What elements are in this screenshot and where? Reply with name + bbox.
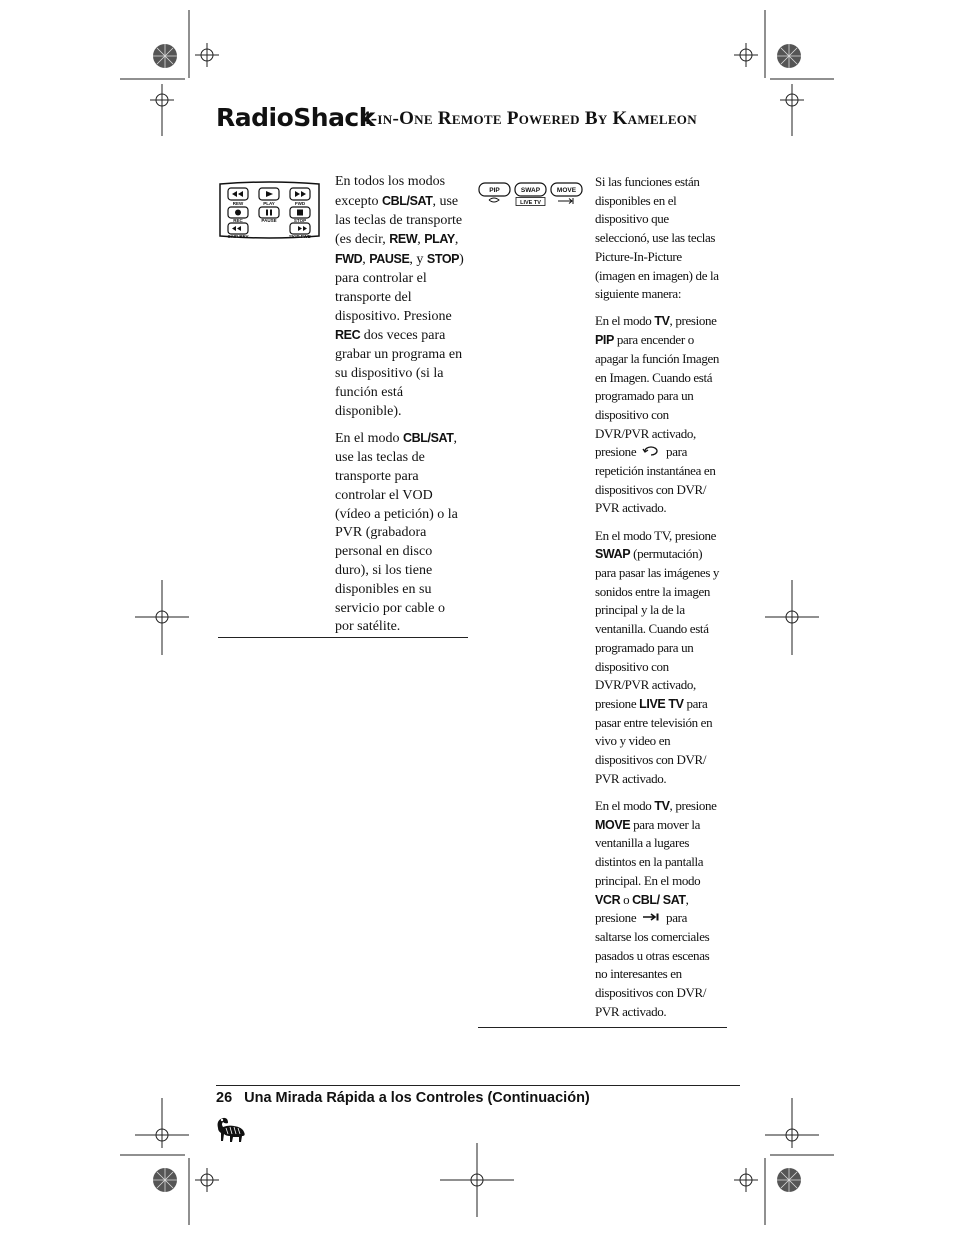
pip-key-label: PIP [489,187,500,194]
right-section-divider [478,1027,727,1028]
footer-section-title: Una Mirada Rápida a los Controles (Continuación) [244,1090,590,1106]
left-section-divider [218,637,468,638]
pip-paragraph: En el modo TV, presione PIP para encender o apagar la función Imagen en Imagen. Cuando está programado para un dispositivo con DVR/PVR activado, presione para repetición instantánea en dispositivos con DVR/ PVR activado. [595,313,720,516]
skip-rev-key-label: SKIP REV [227,234,249,239]
swap-key-label: SWAP [520,187,541,194]
pip-keys-illustration [478,182,583,206]
brand-logo: RadioShack [216,103,375,132]
live-tv-key-label: LIVE TV [520,200,541,206]
chameleon-logo-icon [214,1114,248,1144]
transport-keys-illustration [218,180,321,240]
skip-fwd-key-label: SKIP FWD [289,234,311,239]
swap-paragraph: En el modo TV, presione SWAP (permutación) para pasar las imágenes y sonidos entre la imagen principal y la de la ventanilla. Cuando está programado para un dispositivo con DVR/PVR activado, presione LIVE TV para pasar entre televisión en vivo y video en dispositivos con DVR/ PVR activado. [595,527,720,786]
footer-rule [216,1085,740,1086]
play-key-label: PLAY [263,201,275,206]
fwd-key-label: FWD [294,201,306,206]
footer [216,1090,590,1106]
page-title: 4-in-One Remote Powered By Kameleon [361,108,697,129]
rew-key-label: REW [232,201,244,206]
left-column-text [335,173,467,645]
pip-intro-paragraph: Si las funciones están disponibles en el dispositivo que seleccionó, use las teclas Picture-In-Picture (imagen en imagen) de la siguiente manera: [595,174,719,302]
move-key-label: MOVE [556,187,577,194]
skip-forward-icon [641,912,661,922]
move-paragraph: En el modo TV, presione MOVE para mover la ventanilla a lugares distintos en la pantalla principal. En el modo VCR o CBL/ SAT, presione para saltarse los comerciales pasados u otras escenas no interesantes en dispositivos con DVR/ PVR activado. [595,798,717,1019]
page-number: 26 [216,1090,233,1106]
right-column-text [595,173,723,1030]
replay-icon [641,445,661,457]
rec-key-label: REC [233,218,243,223]
transport-paragraph: En todos los modos excepto CBL/SAT, use las teclas de transporte (es decir, REW, PLAY, FWD, PAUSE, y STOP) para controlar el transporte del dispositivo. Presione REC dos veces para grabar un programa en su dispositivo (si la función está disponible). [335,174,464,419]
pause-key-label: PAUSE [261,218,277,223]
stop-key-label: STOP [293,218,307,223]
cbl-sat-paragraph: En el modo CBL/SAT, use las teclas de transporte para controlar el VOD (vídeo a petición) o la PVR (grabadora personal en disco duro), si los tiene disponibles en su servicio por cable o por satélite. [335,431,458,635]
